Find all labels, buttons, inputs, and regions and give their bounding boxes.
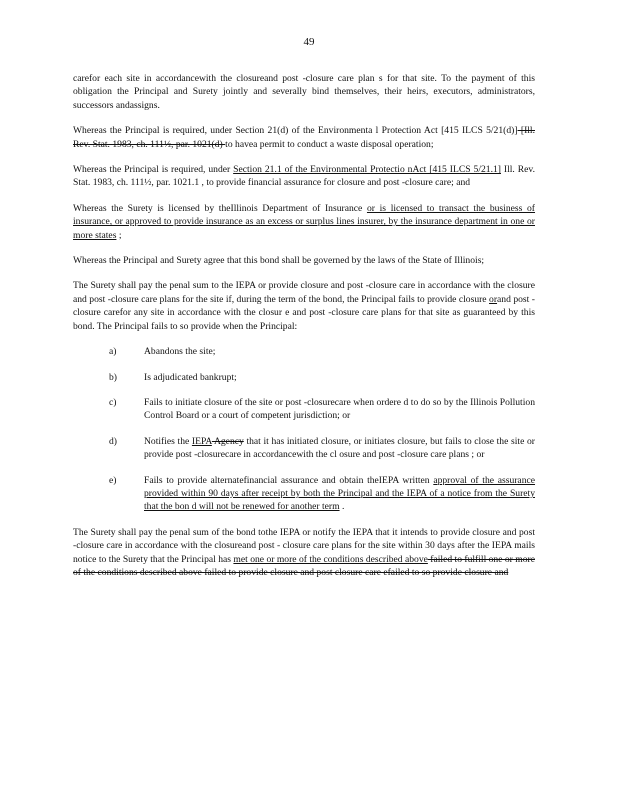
struck-text: [Ill. Rev. Stat. 1983, ch. 111½, par. 1021(d) [73, 125, 535, 150]
text-segment: and post - closure carefor any site in accordance with the closur e and post -closure care plans for that site as guaranteed by this bond. The Principal fails to so provide when the Principal: [73, 293, 535, 332]
paragraph-surety-payment [73, 526, 535, 580]
inserted-text: or is licensed to transact the business of insurance, or approved to provide insurance as an excess or surplus lines insurer, by the insurance department in one or more states [73, 202, 536, 241]
paragraph-surety-license [73, 202, 535, 242]
paragraph-governing-law: Whereas the Principal and Surety agree that this bond shall be governed by the laws of the State of Illinois; [73, 255, 485, 267]
list-item-label: e) [109, 474, 117, 486]
list-item [73, 435, 535, 462]
text-segment: Ill. Rev. Stat. 1983, ch. 111½, par. 1021.1 , to provide financial assurance for closure and post -closure care; and [73, 164, 535, 189]
text-segment: The Surety shall pay the penal sum to the IEPA or provide closure and post -closure care in accordance with the closure and post -closure care plans for the site if, during the term of the bond, the Principal fails to provide closure [73, 280, 535, 305]
text-segment: ; [116, 229, 122, 241]
page-number: 49 [303, 36, 315, 48]
inserted-text: Section 21.1 of the Environmental Protectio nAct [415 ILCS 5/21.1] [233, 164, 501, 176]
struck-text: failed to fulfill one or more of the conditions described above failed to provide closure and post closure care efailed to so provide closure and [73, 553, 535, 578]
list-item-label: a) [109, 346, 117, 358]
text-segment: The Surety shall pay the penal sum of the bond tothe IEPA or notify the IEPA that it intends to provide closure and post -closure care in accordance with the closureand post - closure care plans for the site within 30 days after the IEPA mails notice to the Surety that the Principal has [73, 526, 535, 565]
inserted-text: IEPA [191, 435, 212, 447]
list-item [73, 345, 535, 358]
document-body [73, 72, 535, 591]
list-item-text: Fails to initiate closure of the site or post -closurecare when ordere d to do so by the Illinois Pollution Control Board or a court of competent jurisdiction; or [144, 396, 535, 422]
conditions-list [73, 345, 535, 514]
list-item-text: Abandons the site; [144, 346, 216, 358]
text-segment: that it has initiated closure, or initiates closure, but fails to close the site or provide post -closurecare in accordancewith the cl osure and post -closure care plans ; or [144, 435, 535, 461]
text-segment: to havea permit to conduct a waste disposal operation; [225, 138, 434, 150]
text-segment: Whereas the Principal is required, under Section 21(d) of the Environmenta l Protection Act [415 ILCS 5/21(d)] [73, 125, 518, 137]
struck-text: Agency [211, 435, 244, 447]
inserted-text: or [489, 293, 498, 305]
text-segment: Whereas the Surety is licensed by theIllinois Department of Insurance [73, 202, 367, 214]
list-item-label: d) [109, 435, 117, 447]
paragraph-financial-assurance [73, 163, 535, 190]
list-item-label: c) [109, 396, 117, 408]
paragraph-permit-requirement [73, 124, 535, 151]
text-segment: Fails to provide alternatefinancial assurance and obtain theIEPA written [144, 474, 434, 486]
text-segment: Notifies the [144, 435, 192, 447]
paragraph-obligation: carefor each site in accordancewith the closureand post -closure care plan s for that site. To the payment of this obligation the Principal and Surety jointly and severally bind themselves, their heirs, executors, administrators, successors andassigns. [73, 73, 535, 111]
list-item [73, 371, 535, 384]
list-item-text [144, 474, 535, 514]
paragraph-surety-obligation [73, 279, 535, 333]
inserted-text: met one or more of the conditions described above [233, 553, 428, 565]
list-item-label: b) [109, 371, 117, 383]
list-item-text [144, 435, 535, 462]
list-item [73, 474, 535, 514]
text-segment: Whereas the Principal is required, under [73, 164, 234, 176]
inserted-text: approval of the assurance provided within 90 days after receipt by both the Principal and the IEPA of a notice from the Surety that the bon d will not be renewed for another term [144, 474, 536, 513]
list-item [73, 396, 535, 423]
list-item-text: Is adjudicated bankrupt; [144, 371, 237, 383]
text-segment: . [339, 501, 345, 513]
